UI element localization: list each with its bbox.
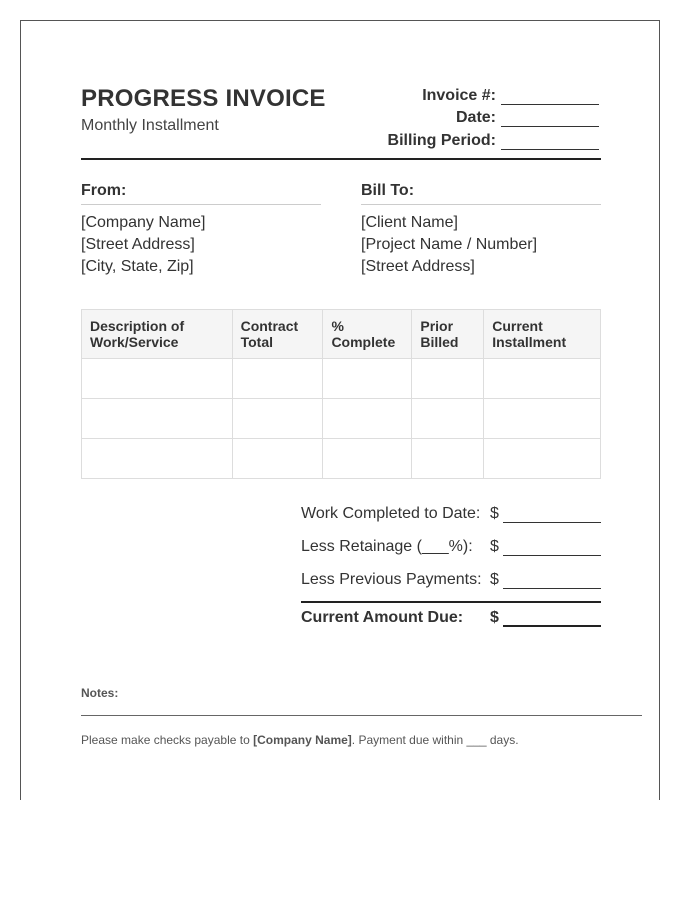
less-retainage-label: Less Retainage (___%): (301, 538, 473, 555)
invoice-meta-fields (319, 82, 599, 150)
current-due-label: Current Amount Due: (301, 609, 464, 626)
col-prior-billed: Prior Billed (412, 310, 484, 359)
summary-divider (301, 601, 601, 603)
less-previous-label: Less Previous Payments: (301, 571, 482, 588)
table-cell[interactable] (323, 359, 412, 399)
header-divider (81, 158, 601, 160)
line-items-table (81, 309, 601, 479)
invoice-number-blank[interactable] (501, 88, 599, 105)
invoice-date-label: Date: (455, 109, 496, 126)
less-previous-blank[interactable] (503, 572, 601, 589)
invoice-date-blank[interactable] (501, 110, 599, 127)
table-cell[interactable] (323, 399, 412, 439)
table-row (82, 399, 601, 439)
table-cell[interactable] (323, 439, 412, 479)
payment-terms-prefix: Please make checks payable to (81, 733, 254, 747)
notes-label: Notes: (81, 686, 119, 700)
bill-to-address (361, 212, 537, 278)
table-cell[interactable] (412, 399, 484, 439)
bill-to-heading: Bill To: (361, 182, 601, 205)
invoice-page (20, 20, 660, 800)
current-due-row (301, 609, 601, 627)
from-street-address: [Street Address] (81, 236, 195, 253)
from-city-state-zip: [City, State, Zip] (81, 258, 194, 275)
table-header-row (82, 310, 601, 359)
from-company-name: [Company Name] (81, 214, 206, 231)
invoice-number-field[interactable] (319, 82, 599, 105)
billing-period-field[interactable] (319, 127, 599, 150)
currency-symbol: $ (490, 609, 499, 626)
work-completed-row (301, 505, 601, 523)
col-current-installment: Current Installment (484, 310, 601, 359)
table-row (82, 439, 601, 479)
table-cell[interactable] (82, 399, 233, 439)
table-cell[interactable] (484, 359, 601, 399)
less-previous-row (301, 571, 601, 589)
billing-period-blank[interactable] (501, 133, 599, 150)
col-description: Description of Work/Service (82, 310, 233, 359)
table-cell[interactable] (484, 399, 601, 439)
current-due-blank[interactable] (503, 609, 601, 627)
table-cell[interactable] (232, 439, 323, 479)
table-row (82, 359, 601, 399)
table-cell[interactable] (412, 359, 484, 399)
bill-to-project: [Project Name / Number] (361, 236, 538, 253)
col-percent-complete: % Complete (323, 310, 412, 359)
invoice-date-field[interactable] (319, 105, 599, 128)
from-heading: From: (81, 182, 321, 205)
invoice-title: PROGRESS INVOICE (81, 85, 326, 112)
payment-terms-suffix: . Payment due within ___ days. (351, 733, 519, 747)
bill-to-street-address: [Street Address] (361, 258, 475, 275)
table-cell[interactable] (412, 439, 484, 479)
notes-line[interactable] (81, 715, 642, 716)
table-cell[interactable] (82, 439, 233, 479)
table-cell[interactable] (82, 359, 233, 399)
payment-terms (81, 733, 519, 747)
work-completed-label: Work Completed to Date: (301, 505, 481, 522)
currency-symbol: $ (490, 505, 499, 522)
billing-period-label: Billing Period: (387, 131, 496, 149)
table-cell[interactable] (232, 359, 323, 399)
from-address (81, 212, 206, 278)
less-retainage-blank[interactable] (503, 539, 601, 556)
currency-symbol: $ (490, 538, 499, 555)
table-cell[interactable] (484, 439, 601, 479)
payment-terms-company: [Company Name] (253, 733, 352, 747)
bill-to-client-name: [Client Name] (361, 214, 458, 231)
table-cell[interactable] (232, 399, 323, 439)
work-completed-blank[interactable] (503, 506, 601, 523)
invoice-number-label: Invoice #: (422, 86, 496, 104)
invoice-subtitle: Monthly Installment (81, 117, 219, 134)
currency-symbol: $ (490, 571, 499, 588)
col-contract-total: Contract Total (232, 310, 323, 359)
less-retainage-row (301, 538, 601, 556)
